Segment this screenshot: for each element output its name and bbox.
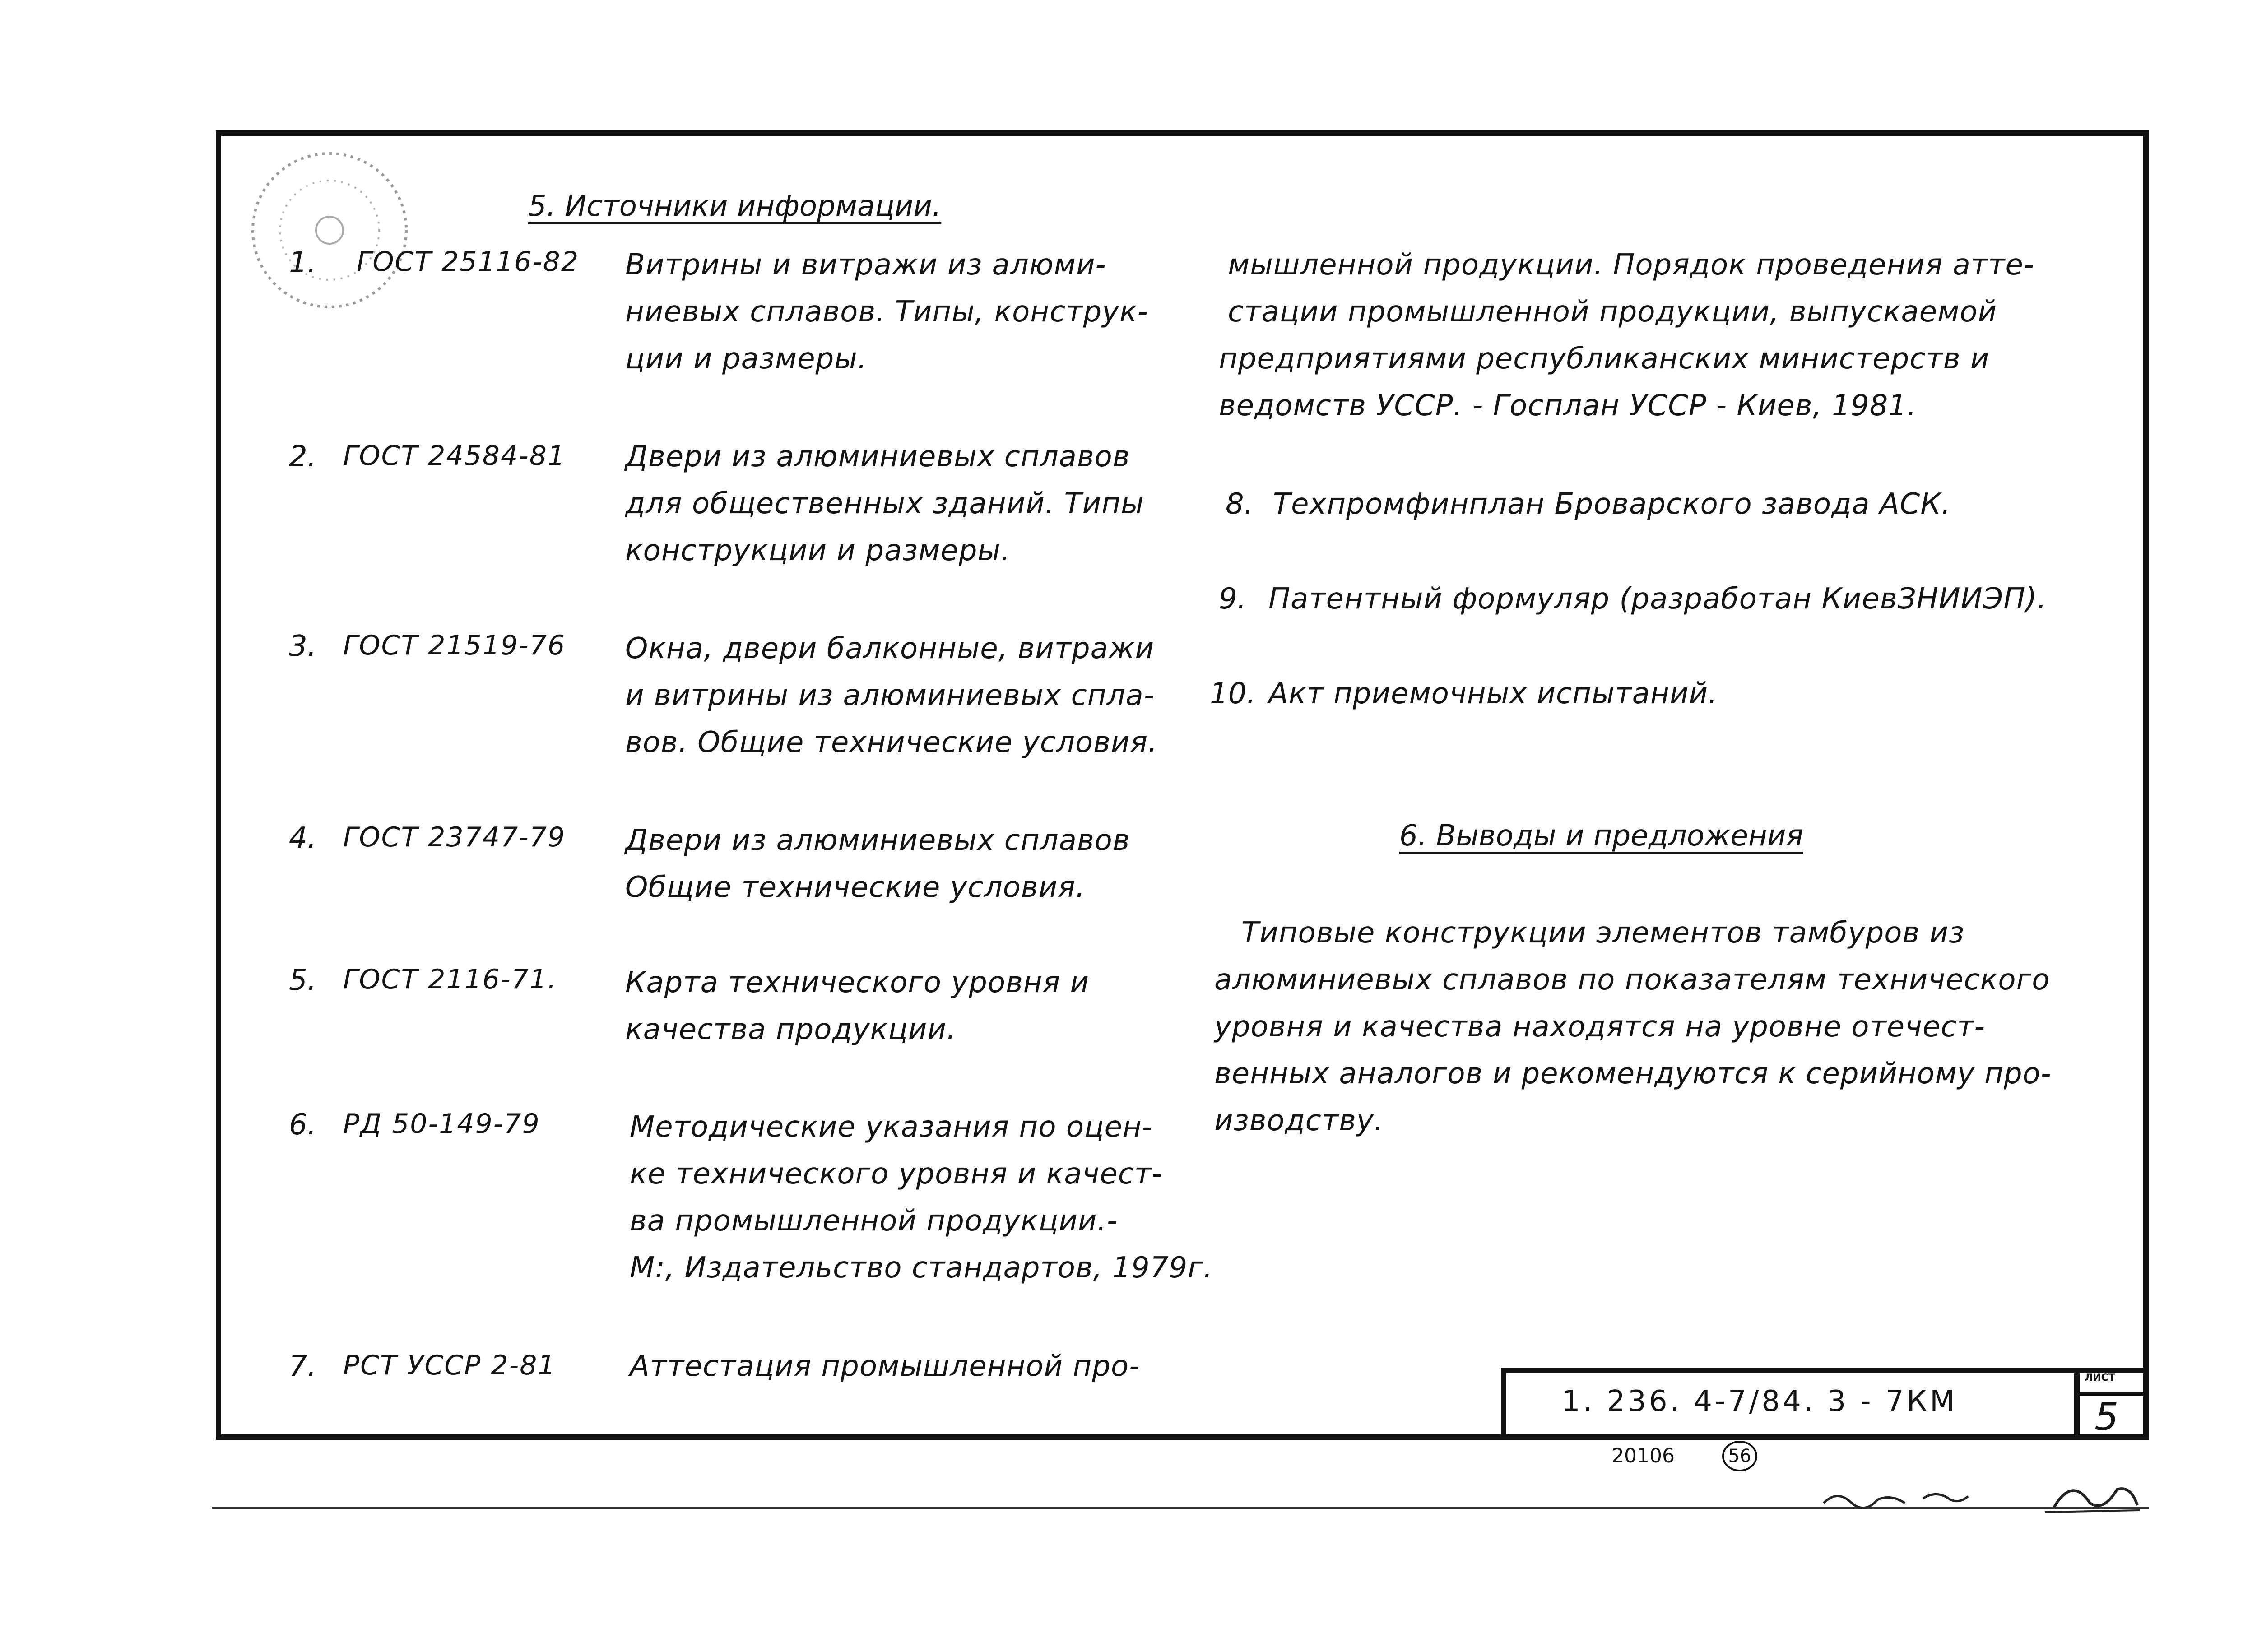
item-line: качества продукции. [625,1013,957,1046]
item-line: Двери из алюминиевых сплавов [625,824,1130,857]
item-code: ГОСТ 23747-79 [343,821,566,853]
conclusions-line: изводству. [1214,1104,1384,1137]
item-line: Методические указания по оцен- [630,1110,1153,1144]
item-line: Двери из алюминиевых сплавов [625,440,1130,473]
item-text: Техпромфинплан Броварского завода АСК. [1273,487,1951,521]
item-line: ниевых сплавов. Типы, конструк- [625,295,1148,329]
item-line: вов. Общие технические условия. [625,726,1158,759]
item-number: 5. [289,964,317,997]
item-code: РСТ УССР 2-81 [343,1350,556,1381]
conclusions-line: венных аналогов и рекомендуются к серийному про- [1214,1057,2052,1091]
seal-stamp-icon [239,140,420,320]
item-line: М:, Издательство стандартов, 1979г. [630,1251,1213,1285]
continuation-line: мышленной продукции. Порядок проведения атте- [1228,248,2034,282]
continuation-line: стации промышленной продукции, выпускаемой [1228,295,1997,329]
item-line: Окна, двери балконные, витражи [625,632,1155,665]
item-number: 9. [1219,582,1247,616]
item-number: 3. [289,630,317,663]
item-line: ции и размеры. [625,342,868,376]
item-code: ГОСТ 2116-71. [343,964,557,995]
item-line: и витрины из алюминиевых спла- [625,679,1155,712]
document-code: 1. 236. 4-7/84. 3 - 7КМ [1562,1385,1958,1418]
item-code: ГОСТ 21519-76 [343,630,566,661]
inventory-number: 20106 [1611,1444,1675,1467]
item-number: 7. [289,1350,317,1383]
continuation-line: ведомств УССР. - Госплан УССР - Киев, 1981. [1219,389,1917,422]
item-code: ГОСТ 24584-81 [343,440,566,472]
item-number: 2. [289,440,317,473]
sources-heading: 5. Источники информации. [528,190,942,223]
item-line: Карта технического уровня и [625,966,1090,999]
item-line: ва промышленной продукции.- [630,1204,1118,1238]
item-number: 4. [289,821,317,855]
item-line: Аттестация промышленной про- [630,1350,1140,1383]
item-number: 10. [1210,677,1256,710]
item-code: РД 50-149-79 [343,1108,540,1140]
continuation-line: предприятиями республиканских министерств и [1219,342,1990,376]
conclusions-heading: 6. Выводы и предложения [1399,819,1803,853]
inventory-circle: 56 [1722,1441,1757,1471]
item-line: для общественных зданий. Типы [625,487,1144,520]
sheet-number: 5 [2094,1395,2119,1439]
item-number: 8. [1226,487,1254,521]
item-line: ке технического уровня и качест- [630,1157,1163,1191]
conclusions-line: Типовые конструкции элементов тамбуров из [1241,916,1965,950]
signature-icon [1819,1471,2144,1521]
item-line: Витрины и витражи из алюми- [625,248,1106,282]
item-number: 1. [289,246,317,279]
item-code: ГОСТ 25116-82 [357,246,580,278]
item-line: Общие технические условия. [625,871,1086,904]
conclusions-line: алюминиевых сплавов по показателям технического [1214,963,2050,997]
sheet-label: ЛИСТ [2085,1372,2115,1383]
item-number: 6. [289,1108,317,1142]
item-line: конструкции и размеры. [625,534,1011,567]
item-text: Патентный формуляр (разработан КиевЗНИИЭП). [1268,582,2047,616]
title-block-divider [2074,1368,2080,1440]
conclusions-line: уровня и качества находятся на уровне отечест- [1214,1010,1985,1044]
item-text: Акт приемочных испытаний. [1268,677,1718,710]
